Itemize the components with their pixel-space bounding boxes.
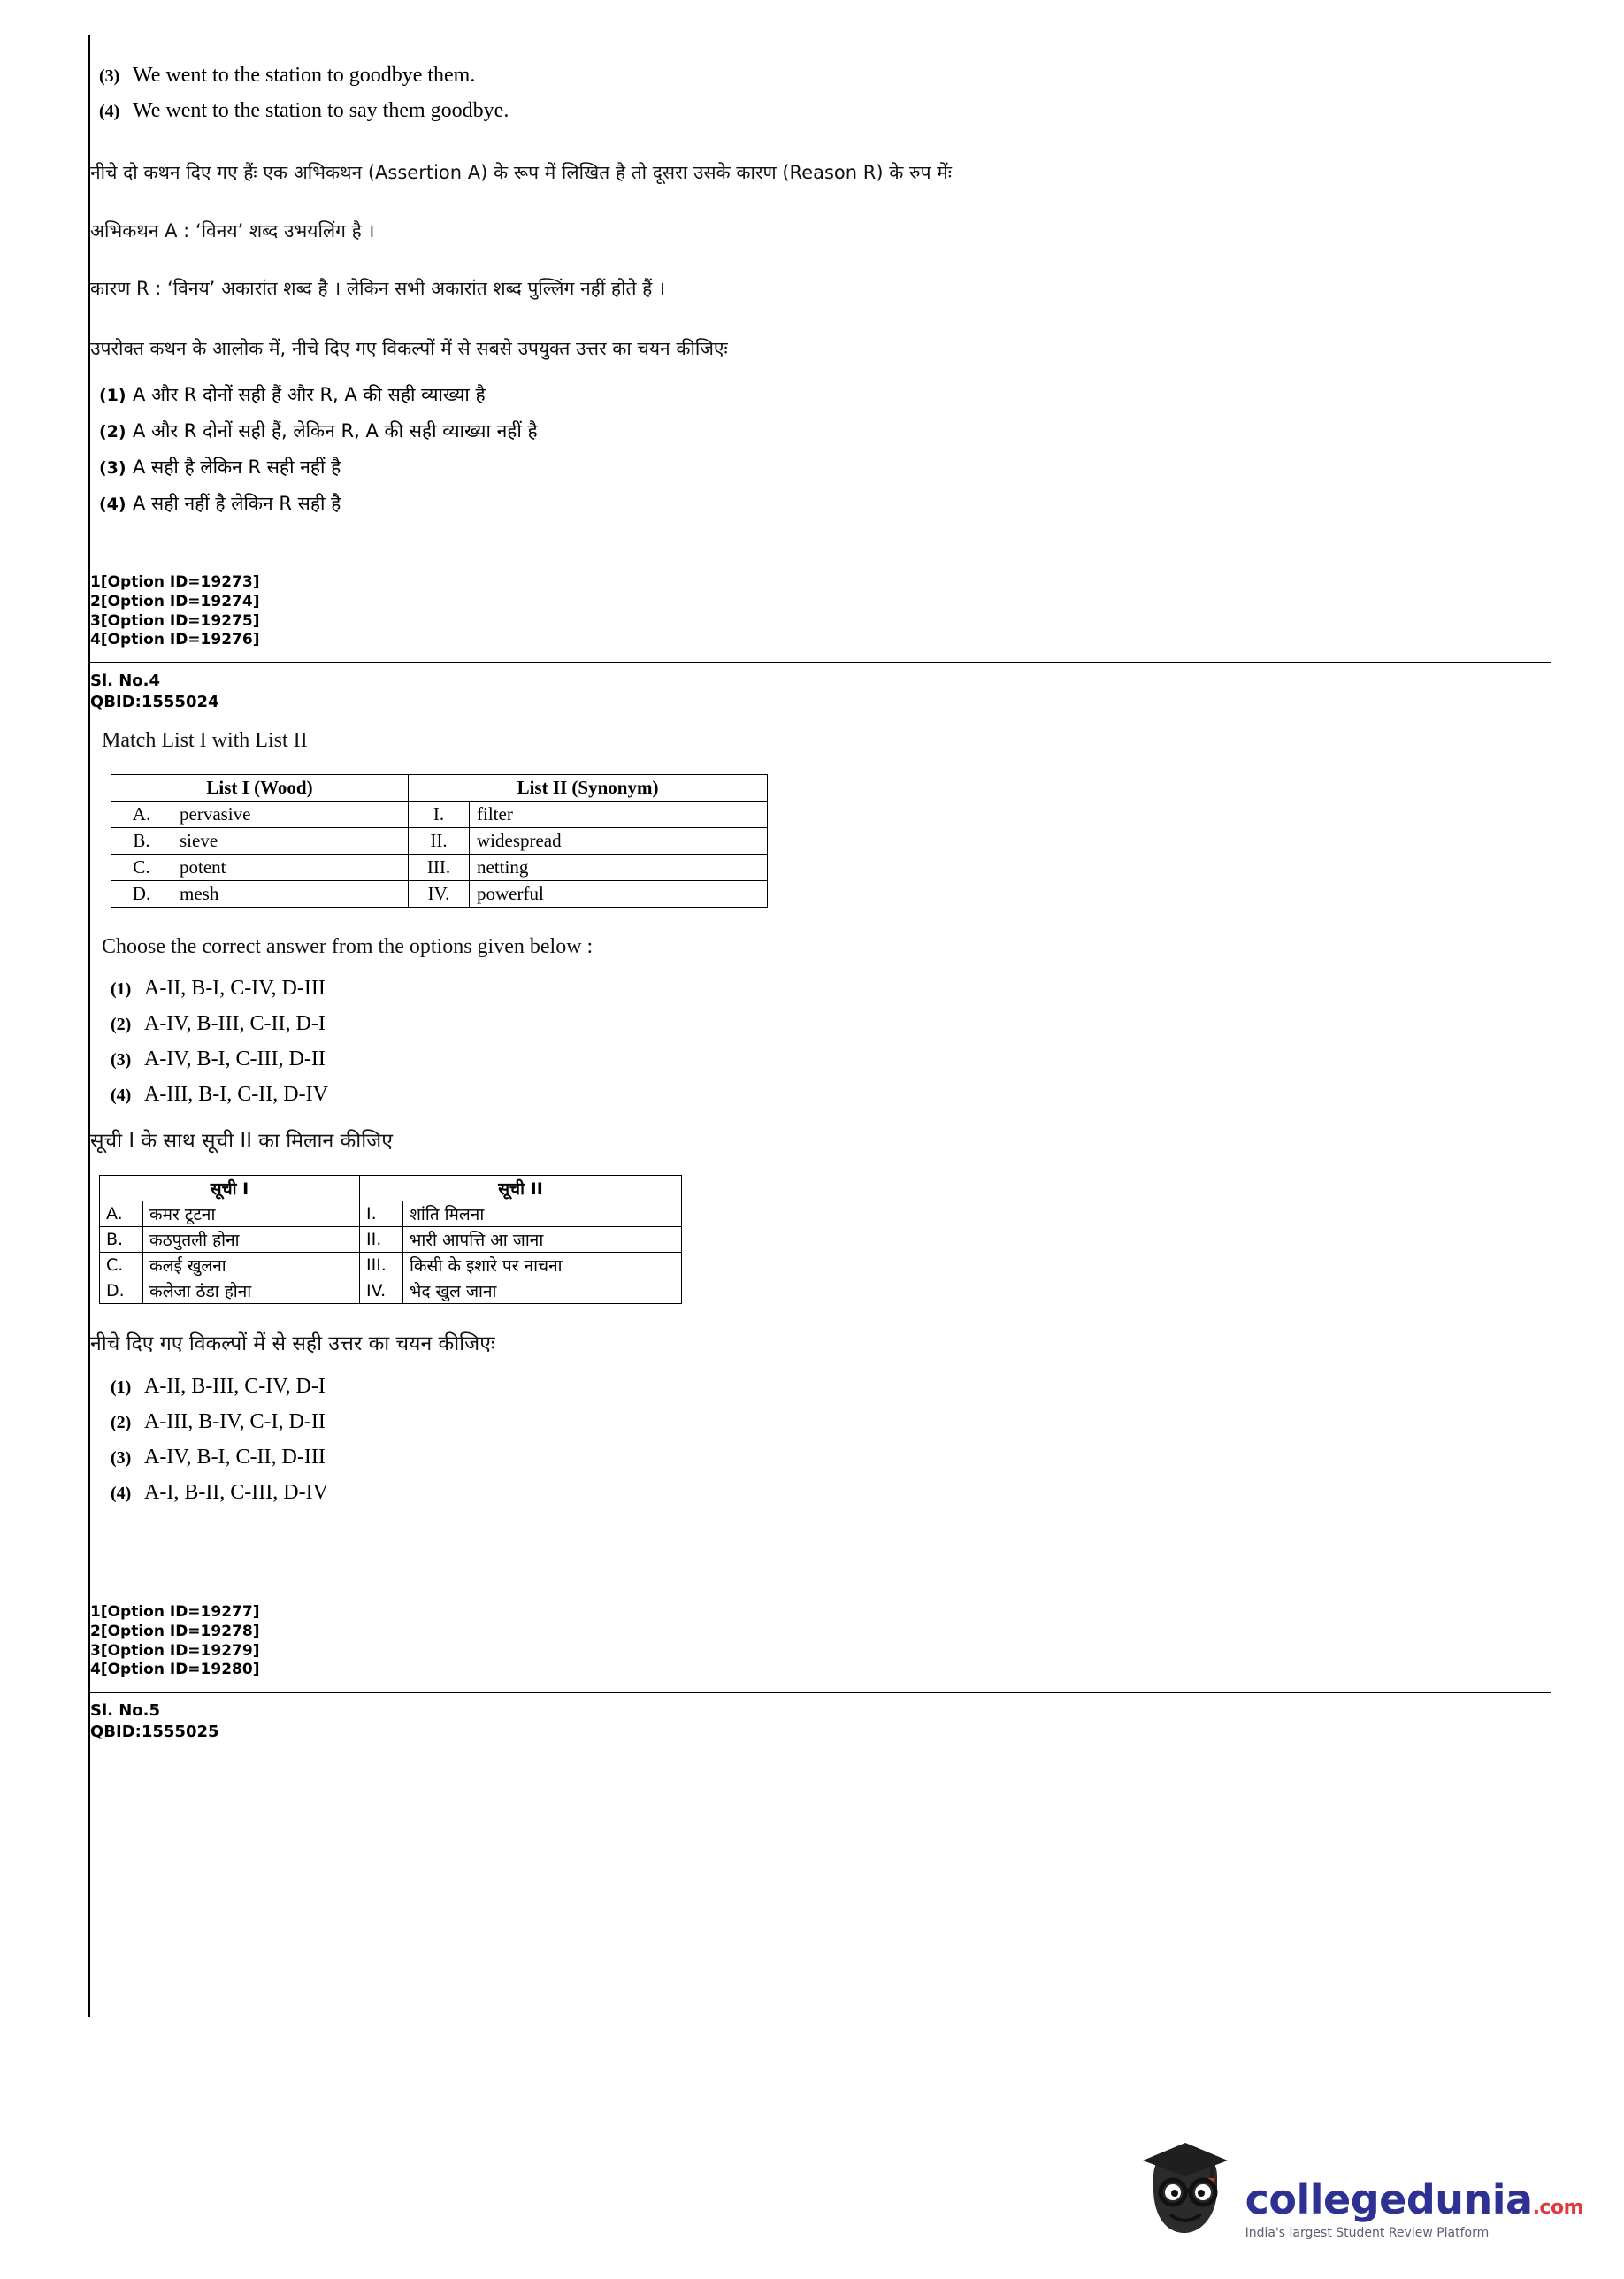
- table-row: [100, 1201, 682, 1226]
- option-row: [102, 1410, 1550, 1434]
- table-header-row: [111, 774, 768, 801]
- row-match-value: भारी आपत्ति आ जाना: [403, 1226, 682, 1252]
- option-number: (4): [111, 1484, 132, 1504]
- row-value: कलेजा ठंडा होना: [143, 1278, 360, 1303]
- option-id: 4[Option ID=19280]: [90, 1661, 260, 1679]
- row-label: B.: [111, 827, 172, 854]
- option-row: [102, 1083, 1550, 1107]
- row-roman: II.: [360, 1226, 403, 1252]
- option-text: A-IV, B-I, C-II, D-III: [144, 1446, 326, 1469]
- assertion-reason-block: [90, 159, 1550, 527]
- option-id: 3[Option ID=19279]: [90, 1641, 260, 1660]
- table-row: [100, 1252, 682, 1278]
- table-row: [111, 801, 768, 827]
- option-row: [90, 418, 1550, 443]
- brand-tld: .com: [1532, 2197, 1583, 2219]
- row-label: A.: [111, 801, 172, 827]
- option-id: 1[Option ID=19273]: [90, 573, 260, 591]
- row-label: C.: [111, 854, 172, 880]
- row-value: pervasive: [172, 801, 409, 827]
- reason-statement: कारण R : ‘विनय’ अकारांत शब्द है । लेकिन सभी अकारांत शब्द पुल्लिंग नहीं होते हैं ।: [90, 278, 665, 299]
- mascot-icon: [1136, 2134, 1233, 2240]
- option-number: (2): [111, 1015, 132, 1035]
- option-number: (1): [99, 386, 126, 405]
- row-roman: IV.: [360, 1278, 403, 1303]
- option-row: [90, 99, 1550, 123]
- question-stem-hindi: सूची I के साथ सूची II का मिलान कीजिए: [90, 1130, 393, 1154]
- option-number: (4): [99, 495, 126, 514]
- row-match-value: किसी के इशारे पर नाचना: [403, 1252, 682, 1278]
- option-row: [90, 64, 1550, 88]
- row-value: potent: [172, 854, 409, 880]
- table-row: [100, 1278, 682, 1303]
- option-row: [102, 1446, 1550, 1469]
- row-match-value: widespread: [470, 827, 768, 854]
- row-value: mesh: [172, 880, 409, 907]
- option-row: [102, 1375, 1550, 1399]
- row-roman: I.: [360, 1201, 403, 1226]
- option-id-list: [90, 1603, 1550, 1680]
- option-id: 3[Option ID=19275]: [90, 611, 260, 630]
- row-label: B.: [100, 1226, 143, 1252]
- question-qbid: QBID:1555024: [90, 693, 219, 712]
- question-4: [90, 671, 1550, 1516]
- column-header-list1: सूची I: [100, 1175, 360, 1201]
- row-value: कठपुतली होना: [143, 1226, 360, 1252]
- row-match-value: भेद खुल जाना: [403, 1278, 682, 1303]
- option-row: [102, 1012, 1550, 1036]
- option-number: (4): [99, 102, 120, 121]
- option-row: [102, 1047, 1550, 1071]
- option-number: (2): [99, 422, 126, 441]
- column-header-list2: सूची II: [360, 1175, 682, 1201]
- option-number: (3): [111, 1050, 132, 1070]
- brand-word: collegedunia: [1245, 2175, 1533, 2223]
- row-roman: IV.: [409, 880, 470, 907]
- row-value: कमर टूटना: [143, 1201, 360, 1226]
- assertion-instruction: उपरोक्त कथन के आलोक में, नीचे दिए गए विकल्पों में से सबसे उपयुक्त उत्तर का चयन कीजिएः: [90, 337, 728, 359]
- assertion-intro: नीचे दो कथन दिए गए हैंः एक अभिकथन (Assertion A) के रूप में लिखित है तो दूसरा उसके कारण (Reason R) के रुप मेंः: [90, 162, 952, 183]
- choose-instruction-english: Choose the correct answer from the options given below :: [102, 934, 594, 958]
- table-header-row: [100, 1175, 682, 1201]
- row-roman: III.: [360, 1252, 403, 1278]
- row-match-value: filter: [470, 801, 768, 827]
- watermark-text-group: [1245, 2175, 1583, 2240]
- watermark-logo: [1136, 2134, 1583, 2240]
- option-text: A-IV, B-III, C-II, D-I: [144, 1012, 326, 1036]
- column-header-list1: List I (Wood): [111, 774, 409, 801]
- option-text: A और R दोनों सही हैं, लेकिन R, A की सही व्याख्या नहीं है: [133, 420, 538, 441]
- row-label: C.: [100, 1252, 143, 1278]
- assertion-statement: अभिकथन A : ‘विनय’ शब्द उभयलिंग है ।: [90, 219, 375, 242]
- option-number: (1): [111, 1377, 132, 1398]
- prev-question-options: [90, 64, 1550, 134]
- brand-tagline: India's largest Student Review Platform: [1245, 2226, 1490, 2240]
- question-qbid: QBID:1555025: [90, 1723, 219, 1742]
- option-text: A-I, B-II, C-III, D-IV: [144, 1481, 328, 1505]
- question-5: [90, 1700, 1550, 1744]
- table-row: [111, 854, 768, 880]
- option-number: (3): [99, 66, 120, 86]
- row-match-value: powerful: [470, 880, 768, 907]
- row-roman: I.: [409, 801, 470, 827]
- option-text: We went to the station to say them goodbye.: [133, 99, 509, 122]
- option-id: 2[Option ID=19278]: [90, 1622, 260, 1640]
- option-id: 2[Option ID=19274]: [90, 592, 260, 610]
- option-text: A सही है लेकिन R सही नहीं है: [133, 457, 341, 478]
- table-row: [100, 1226, 682, 1252]
- row-label: D.: [100, 1278, 143, 1303]
- row-roman: II.: [409, 827, 470, 854]
- option-text: A-II, B-I, C-IV, D-III: [144, 977, 326, 1001]
- option-row: [102, 977, 1550, 1001]
- option-text: A-IV, B-I, C-III, D-II: [144, 1047, 326, 1071]
- question-serial: Sl. No.4: [90, 671, 161, 690]
- row-value: sieve: [172, 827, 409, 854]
- option-number: (3): [99, 458, 126, 478]
- option-row: [102, 1481, 1550, 1505]
- match-table-english: [111, 774, 768, 908]
- row-label: A.: [100, 1201, 143, 1226]
- table-row: [111, 880, 768, 907]
- option-text: A-III, B-I, C-II, D-IV: [144, 1083, 328, 1107]
- column-header-list2: List II (Synonym): [409, 774, 768, 801]
- option-id-list: [90, 573, 1550, 650]
- option-text: We went to the station to goodbye them.: [133, 64, 476, 87]
- option-number: (3): [111, 1448, 132, 1469]
- question-separator: [88, 662, 1551, 663]
- option-row: [90, 382, 1550, 407]
- question-stem-english: Match List I with List II: [102, 728, 308, 752]
- option-text: A-II, B-III, C-IV, D-I: [144, 1375, 326, 1399]
- row-label: D.: [111, 880, 172, 907]
- row-roman: III.: [409, 854, 470, 880]
- row-match-value: शांति मिलना: [403, 1201, 682, 1226]
- option-id: 1[Option ID=19277]: [90, 1603, 260, 1621]
- option-text: A और R दोनों सही हैं और R, A की सही व्याख्या है: [133, 384, 486, 405]
- option-number: (2): [111, 1413, 132, 1433]
- choose-instruction-hindi: नीचे दिए गए विकल्पों में से सही उत्तर का चयन कीजिएः: [90, 1331, 495, 1355]
- row-match-value: netting: [470, 854, 768, 880]
- match-table-hindi: [99, 1175, 682, 1304]
- option-row: [90, 455, 1550, 480]
- option-text: A-III, B-IV, C-I, D-II: [144, 1410, 326, 1434]
- option-id: 4[Option ID=19276]: [90, 631, 260, 649]
- option-text: A सही नहीं है लेकिन R सही है: [133, 493, 341, 514]
- brand-name: [1245, 2175, 1583, 2223]
- row-value: कलई खुलना: [143, 1252, 360, 1278]
- option-number: (1): [111, 979, 132, 1000]
- question-serial: Sl. No.5: [90, 1701, 161, 1720]
- option-number: (4): [111, 1086, 132, 1106]
- question-separator: [88, 1692, 1551, 1693]
- table-row: [111, 827, 768, 854]
- option-row: [90, 491, 1550, 516]
